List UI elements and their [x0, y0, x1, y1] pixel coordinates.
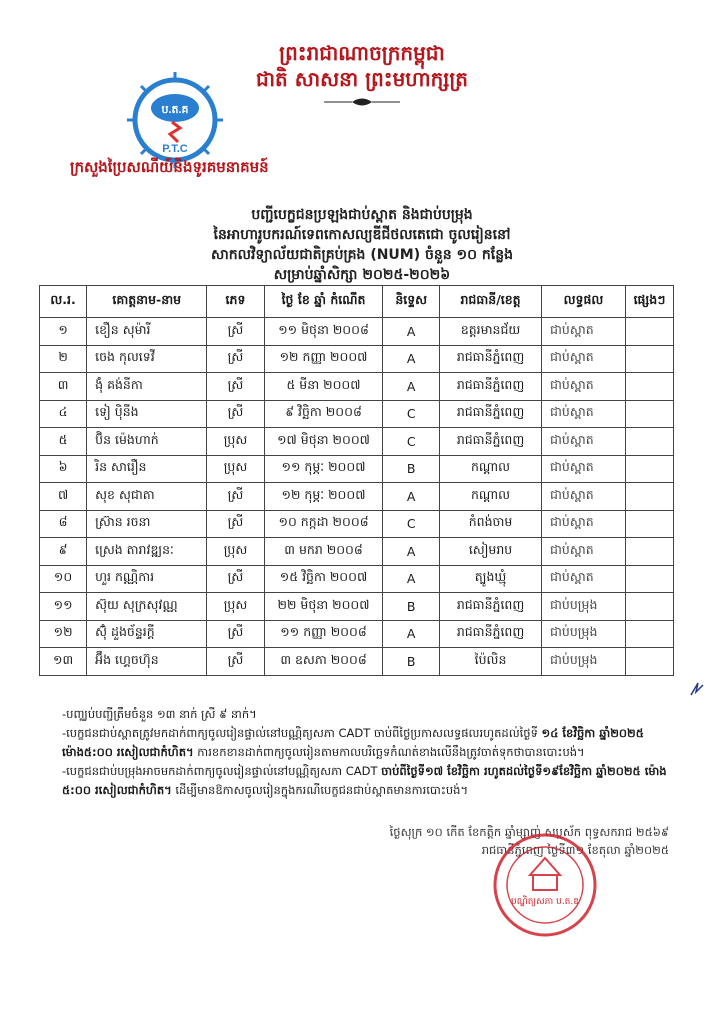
- cell-province: សៀមរាប: [440, 538, 542, 566]
- document-title-line-3: សាកលវិទ្យាល័យជាតិគ្រប់គ្រង (NUM) ចំនួន ១០ កន្លែង: [210, 247, 514, 263]
- note-reserve-deadline: ចាប់ពីថ្ងៃទី១៧ ខែវិច្ឆិកា រហូតដល់ថ្ងៃទី១៩ខែវិច្ឆិកា ឆ្នាំ២០២៥ ម៉ោង ៥:០០ រសៀលជាកំហិត។: [62, 764, 667, 797]
- cell-name: ស្រ៊ាន រចនា: [87, 510, 207, 538]
- cell-grade: A: [383, 620, 440, 648]
- cell-birthdate: ៩ វិច្ឆិកា ២០០៨: [264, 400, 383, 428]
- cell-gender: ស្រី: [207, 648, 264, 676]
- table-row: [40, 483, 674, 511]
- cell-gender: ស្រី: [207, 400, 264, 428]
- divider-ornament-icon: [322, 95, 402, 109]
- cell-name: ចេង កុលទេវី: [87, 345, 207, 373]
- table-row: [40, 428, 674, 456]
- initial-mark-icon: [688, 680, 706, 698]
- ministry-name: ក្រសួងប្រៃសណីយ៍និងទូរគមនាគមន៍: [70, 158, 269, 176]
- cell-province: ត្បូងឃ្មុំ: [440, 565, 542, 593]
- note-reserve-reason: ដើម្បីមានឱកាសចូលរៀនក្នុងករណីបេក្ខជនជាប់ស្ពាតមានការបោះបង់។: [171, 783, 469, 797]
- cell-grade: A: [383, 538, 440, 566]
- note-reserve-text: -បេក្ខជនជាប់បម្រុងអាចមកដាក់ពាក្យចូលរៀនផ្ទាល់នៅបណ្ណិត្យសភា CADT: [62, 764, 382, 778]
- cell-province: រាជធានីភ្នំពេញ: [440, 428, 542, 456]
- logo-top-text: ប.ត.គ: [161, 104, 189, 116]
- cell-gender: ស្រី: [207, 620, 264, 648]
- cell-name: ប៊ិន ម៉េងហាក់: [87, 428, 207, 456]
- cell-birthdate: ១០ កក្កដា ២០០៨: [264, 510, 383, 538]
- cell-result: ជាប់ស្ពាត: [542, 483, 626, 511]
- cell-result: ជាប់បម្រុង: [542, 620, 626, 648]
- cell-gender: ប្រុស: [207, 455, 264, 483]
- cell-province: ឧត្តរមានជ័យ: [440, 318, 542, 346]
- cell-number: ១២: [40, 620, 87, 648]
- cell-grade: A: [383, 345, 440, 373]
- col-province: រាជធានី/ខេត្ត: [440, 286, 542, 318]
- national-motto: ជាតិ សាសនា ព្រះមហាក្សត្រ: [256, 67, 468, 91]
- cell-name: ខឿន សុម៉ារី: [87, 318, 207, 346]
- cell-result: ជាប់ស្ពាត: [542, 318, 626, 346]
- cell-birthdate: ១២ កុម្ភៈ ២០០៧: [264, 483, 383, 511]
- cell-other: [625, 620, 673, 648]
- cell-province: រាជធានីភ្នំពេញ: [440, 620, 542, 648]
- table-row: [40, 455, 674, 483]
- cell-name: ហួរ កណ្ណិការ: [87, 565, 207, 593]
- cell-grade: C: [383, 400, 440, 428]
- cell-other: [625, 565, 673, 593]
- table-row: [40, 373, 674, 401]
- cell-province: កណ្តាល: [440, 483, 542, 511]
- cell-name: ទៀ ប៉ិនីង: [87, 400, 207, 428]
- cell-birthdate: ១២ កញ្ញា ២០០៧: [264, 345, 383, 373]
- cell-name: ង៉ុំ គង់នីកា: [87, 373, 207, 401]
- cell-number: ៨: [40, 510, 87, 538]
- cell-result: ជាប់បម្រុង: [542, 593, 626, 621]
- cell-other: [625, 373, 673, 401]
- cell-number: ៩: [40, 538, 87, 566]
- date-place: រាជធានីភ្នំពេញ ថ្ងៃទី៣១ ខែតុលា ឆ្នាំ២០២៥: [481, 843, 669, 857]
- cell-result: ជាប់បម្រុង: [542, 648, 626, 676]
- document-title-line-4: សម្រាប់ឆ្នាំសិក្សា ២០២៥-២០២៦: [273, 267, 451, 283]
- cell-gender: ស្រី: [207, 510, 264, 538]
- cell-number: ១១: [40, 593, 87, 621]
- note-passed-deadline: ១៤ ខែវិច្ឆិកា ឆ្នាំ២០២៥ ម៉ោង៥:០០ រសៀលជាកំហិត។: [62, 726, 644, 759]
- cell-number: ៤: [40, 400, 87, 428]
- table-header-row: [40, 286, 674, 318]
- document-title-line-1: បញ្ជីបេក្ខជនប្រឡងជាប់ស្ពាត និងជាប់បម្រុង: [251, 207, 473, 223]
- notes-section: [62, 705, 682, 800]
- cell-name: ស៊ុយ សុក្រសុវណ្ណ: [87, 593, 207, 621]
- cell-name: ស៊ុំ ដួងច័ន្ទរក្តី: [87, 620, 207, 648]
- table-row: [40, 620, 674, 648]
- cell-province: រាជធានីភ្នំពេញ: [440, 345, 542, 373]
- table-row: [40, 400, 674, 428]
- cell-name: ស្រេង តារាវឌ្ឍនៈ: [87, 538, 207, 566]
- cell-other: [625, 455, 673, 483]
- cell-number: ១០: [40, 565, 87, 593]
- cell-province: រាជធានីភ្នំពេញ: [440, 593, 542, 621]
- cell-gender: ស្រី: [207, 565, 264, 593]
- cell-number: ១៣: [40, 648, 87, 676]
- note-total: -បញ្ឈប់បញ្ជីត្រឹមចំនួន ១៣ នាក់ ស្រី ៩ នាក់។: [62, 707, 257, 721]
- cell-province: កំពង់ចាម: [440, 510, 542, 538]
- cell-other: [625, 428, 673, 456]
- table-row: [40, 538, 674, 566]
- col-birthdate: ថ្ងៃ ខែ ឆ្នាំ កំណើត: [264, 286, 383, 318]
- col-number: ល.រ.: [40, 286, 87, 318]
- cell-province: កណ្តាល: [440, 455, 542, 483]
- candidate-table: [39, 285, 674, 676]
- cell-gender: ស្រី: [207, 483, 264, 511]
- cell-other: [625, 538, 673, 566]
- cell-gender: ស្រី: [207, 318, 264, 346]
- cell-result: ជាប់ស្ពាត: [542, 510, 626, 538]
- cell-other: [625, 345, 673, 373]
- cell-birthdate: ១១ មិថុនា ២០០៨: [264, 318, 383, 346]
- cell-province: រាជធានីភ្នំពេញ: [440, 373, 542, 401]
- cell-birthdate: ៣ មករា ២០០៨: [264, 538, 383, 566]
- cell-gender: ស្រី: [207, 345, 264, 373]
- cell-grade: B: [383, 455, 440, 483]
- cell-result: ជាប់ស្ពាត: [542, 538, 626, 566]
- logo-bottom-text: P.T.C: [162, 143, 188, 155]
- col-result: លទ្ធផល: [542, 286, 626, 318]
- cell-grade: A: [383, 483, 440, 511]
- col-gender: ភេទ: [207, 286, 264, 318]
- table-row: [40, 648, 674, 676]
- cell-result: ជាប់ស្ពាត: [542, 373, 626, 401]
- cell-birthdate: ៣ ឧសភា ២០០៨: [264, 648, 383, 676]
- cell-name: រិន សារឿន: [87, 455, 207, 483]
- ministry-logo: [120, 70, 230, 170]
- cell-birthdate: ១១ កញ្ញា ២០០៨: [264, 620, 383, 648]
- cell-other: [625, 400, 673, 428]
- cell-birthdate: ២២ មិថុនា ២០០៧: [264, 593, 383, 621]
- note-reserve: [62, 762, 682, 800]
- cell-name: សុខ សុជាតា: [87, 483, 207, 511]
- cell-result: ជាប់ស្ពាត: [542, 400, 626, 428]
- cell-result: ជាប់ស្ពាត: [542, 428, 626, 456]
- cell-number: ១: [40, 318, 87, 346]
- cell-result: ជាប់ស្ពាត: [542, 455, 626, 483]
- col-name: គោត្តនាម-នាម: [87, 286, 207, 318]
- cell-number: ៦: [40, 455, 87, 483]
- table-row: [40, 565, 674, 593]
- cell-name: អ៊ឹង ហ្គេចហ៊ុន: [87, 648, 207, 676]
- cell-gender: ប្រុស: [207, 538, 264, 566]
- cell-other: [625, 318, 673, 346]
- cell-other: [625, 510, 673, 538]
- cell-gender: ប្រុស: [207, 593, 264, 621]
- kingdom-title: ព្រះរាជាណាចក្រកម្ពុជា: [279, 41, 445, 65]
- cell-grade: C: [383, 510, 440, 538]
- cell-gender: ស្រី: [207, 373, 264, 401]
- cell-result: ជាប់ស្ពាត: [542, 565, 626, 593]
- note-passed-text: -បេក្ខជនជាប់ស្ពាតត្រូវមកដាក់ពាក្យចូលរៀនផ្ទាល់នៅបណ្ណិត្យសភា CADT ចាប់ពីថ្ងៃប្រកាសលទ្ធផលរហូតដល់ថ្ងៃទី: [62, 726, 542, 740]
- seal-text: បណ្ឌិត្យសភា ប.ត.ឌ: [511, 897, 579, 907]
- cell-other: [625, 648, 673, 676]
- cell-birthdate: ១១ កុម្ភៈ ២០០៧: [264, 455, 383, 483]
- cell-number: ២: [40, 345, 87, 373]
- table-row: [40, 510, 674, 538]
- col-grade: និទ្ទេស: [383, 286, 440, 318]
- cell-grade: C: [383, 428, 440, 456]
- official-seal-stamp: [485, 830, 605, 940]
- cell-birthdate: ១៧ មិថុនា ២០០៧: [264, 428, 383, 456]
- cell-grade: A: [383, 565, 440, 593]
- cell-number: ៣: [40, 373, 87, 401]
- cell-gender: ប្រុស: [207, 428, 264, 456]
- cell-grade: A: [383, 373, 440, 401]
- cell-province: ប៉ៃលិន: [440, 648, 542, 676]
- note-passed-warning: ការខកខានដាក់ពាក្យចូលរៀនតាមកាលបរិច្ឆេទកំណត់ខាងលើនឹងត្រូវចាត់ទុកថាបានបោះបង់។: [193, 745, 585, 759]
- cell-grade: A: [383, 318, 440, 346]
- cell-birthdate: ៥ មីនា ២០០៧: [264, 373, 383, 401]
- cell-grade: B: [383, 648, 440, 676]
- cell-other: [625, 593, 673, 621]
- date-lunar: ថ្ងៃសុក្រ ១០ កើត ខែកត្តិក ឆ្នាំម្សាញ់ សប្តស័ក ពុទ្ធសករាជ ២៥៦៩: [389, 825, 669, 839]
- cell-result: ជាប់ស្ពាត: [542, 345, 626, 373]
- cell-grade: B: [383, 593, 440, 621]
- cell-number: ៧: [40, 483, 87, 511]
- cell-province: រាជធានីភ្នំពេញ: [440, 400, 542, 428]
- table-row: [40, 318, 674, 346]
- cell-other: [625, 483, 673, 511]
- col-other: ផ្សេងៗ: [625, 286, 673, 318]
- cell-birthdate: ១៥ វិច្ឆិកា ២០០៧: [264, 565, 383, 593]
- table-row: [40, 593, 674, 621]
- cell-number: ៥: [40, 428, 87, 456]
- note-passed: [62, 724, 682, 762]
- table-row: [40, 345, 674, 373]
- document-title-line-2: នៃអាហារូបករណ៍ទេពកោសល្យឌីជីថលតេជោ ចូលរៀននៅ: [213, 227, 511, 243]
